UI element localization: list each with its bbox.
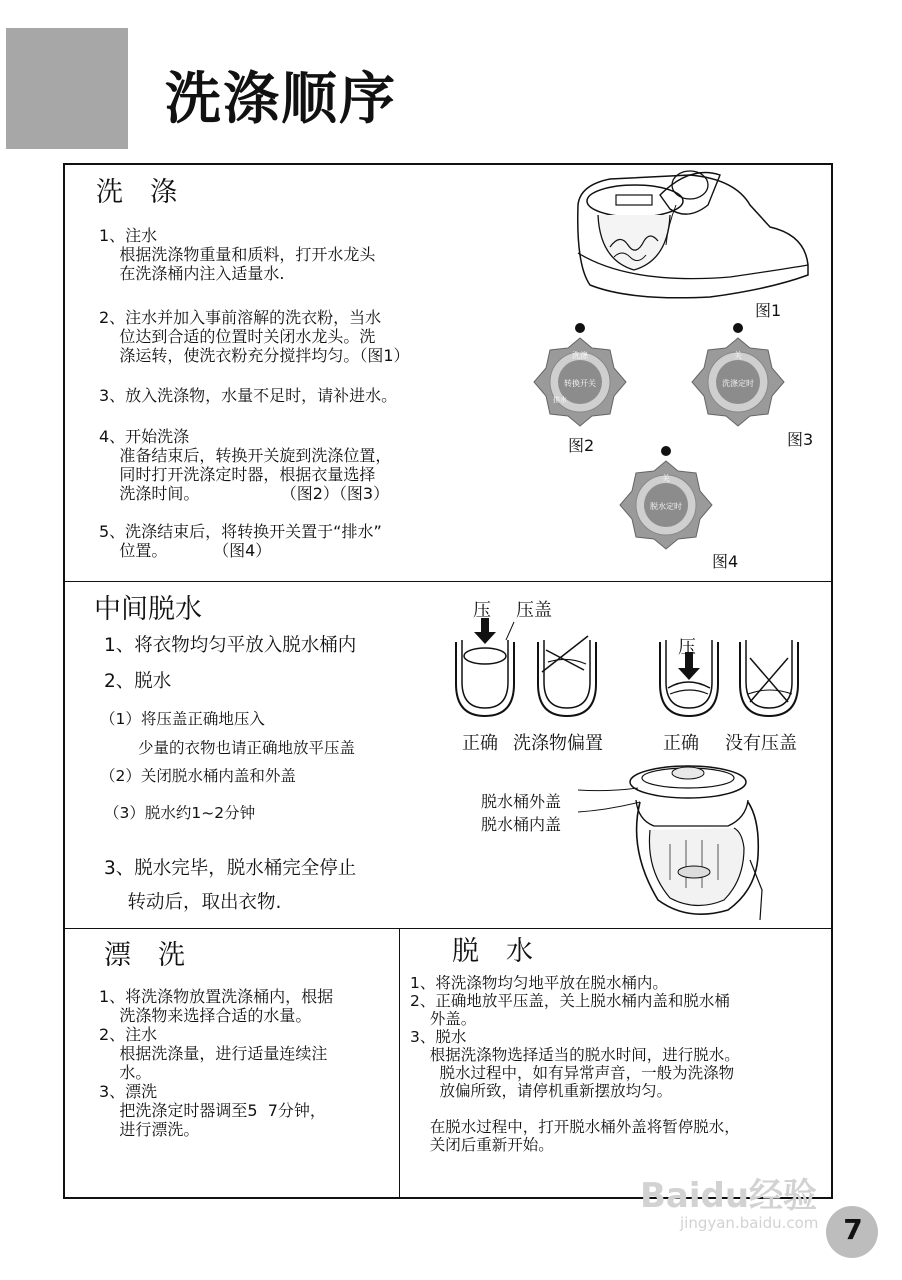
divider-rinse-spin [399,929,400,1198]
mid-spin-step-3: 3、脱水完毕，脱水桶完全停止 转动后，取出衣物. [104,858,357,913]
rinse-title: 漂 洗 [104,940,185,971]
spin-title: 脱 水 [452,936,533,967]
mid-spin-title: 中间脱水 [94,594,202,625]
spin-tub-illustration [578,760,768,925]
divider-wash-mid [64,581,832,582]
wash-step-2: 2、注水并加入事前溶解的洗衣粉，当水 位达到合适的位置时关闭水龙头。洗 涤运转，使洗衣粉充分搅拌均匀。（图1） [99,308,410,365]
watermark-url: jingyan.baidu.com [680,1214,819,1232]
fig2-label: 图2 [568,436,595,455]
offset-label: 洗涤物偏置 [513,733,603,754]
fig4-label: 图4 [712,552,739,571]
mid-spin-sub-3: （3）脱水约1~2分钟 [104,804,256,822]
selector-knob-illustration [530,320,630,430]
inner-lid-label: 脱水桶内盖 [481,815,562,834]
outer-lid-label: 脱水桶外盖 [481,792,562,811]
wash-step-3: 3、放入洗涤物，水量不足时，请补进水。 [99,386,398,405]
correct-label-1: 正确 [462,733,498,754]
knob3-text: 洗涤定时 [722,379,754,388]
washer-pour-illustration [570,165,820,325]
page-title: 洗涤顺序 [165,67,397,132]
page-number: 7 [843,1213,863,1246]
watermark-brand: Baidu经验 [640,1176,818,1216]
mid-spin-step-2: 2、脱水 [104,671,172,692]
knob3-top-text: 关 [734,351,742,360]
wash-title: 洗 涤 [96,177,177,208]
divider-mid-bottom [64,928,832,929]
knob4-text: 脱水定时 [650,502,682,511]
knob2-bottom-text: 排水 [553,396,567,404]
wash-step-1: 1、注水 根据洗涤物重量和质料，打开水龙头 在洗涤桶内注入适量水. [99,226,376,283]
knob4-top-text: 关 [662,474,670,483]
header-gray-block [6,28,128,149]
spin-steps: 1、将洗涤物均匀地平放在脱水桶内。 2、正确地放平压盖，关上脱水桶内盖和脱水桶 外盖。 3、脱水 根据洗涤物选择适当的脱水时间，进行脱水。 脱水过程中，如有异常声音，一般为洗涤物 放偏所致，请停机重新摆放均匀。 在脱水过程中，打开脱水桶外盖将暂停脱水， 关闭后重新开始。 [410,974,740,1154]
fig1-label: 图1 [755,301,782,320]
press-label-2: 压 [678,637,696,658]
mid-spin-sub-1b: 少量的衣物也请正确地放平压盖 [138,739,356,757]
basket-no-cover [740,640,798,716]
rinse-steps: 1、将洗涤物放置洗涤桶内，根据 洗涤物来选择合适的水量。 2、注水 根据洗涤量，进行适量连续注 水。 3、漂洗 把洗涤定时器调至5 7分钟， 进行漂洗。 [99,987,334,1139]
basket-offset-load [538,636,596,716]
knob2-top-text: 洗涤 [572,351,588,360]
spin-timer-knob-illustration [616,443,716,558]
press-label-1: 压 [473,600,491,621]
wash-step-5: 5、洗涤结束后，将转换开关置于“排水” 位置。 （图4） [99,522,382,560]
no-cover-label: 没有压盖 [725,733,797,754]
mid-spin-sub-1: （1）将压盖正确地压入 [100,710,265,728]
basket-correct-with-cover [456,618,514,716]
knob2-text: 转换开关 [564,379,596,388]
mid-spin-step-1: 1、将衣物均匀平放入脱水桶内 [104,635,357,656]
wash-step-4: 4、开始洗涤 准备结束后，转换开关旋到洗涤位置， 同时打开洗涤定时器，根据衣量选择 洗涤时间。 （图2）（图3） [99,427,392,503]
press-cover-label: 压盖 [516,600,552,621]
correct-label-2: 正确 [663,733,699,754]
wash-timer-knob-illustration [688,320,788,430]
mid-spin-sub-2: （2）关闭脱水桶内盖和外盖 [100,767,296,785]
fig3-label: 图3 [787,430,814,449]
